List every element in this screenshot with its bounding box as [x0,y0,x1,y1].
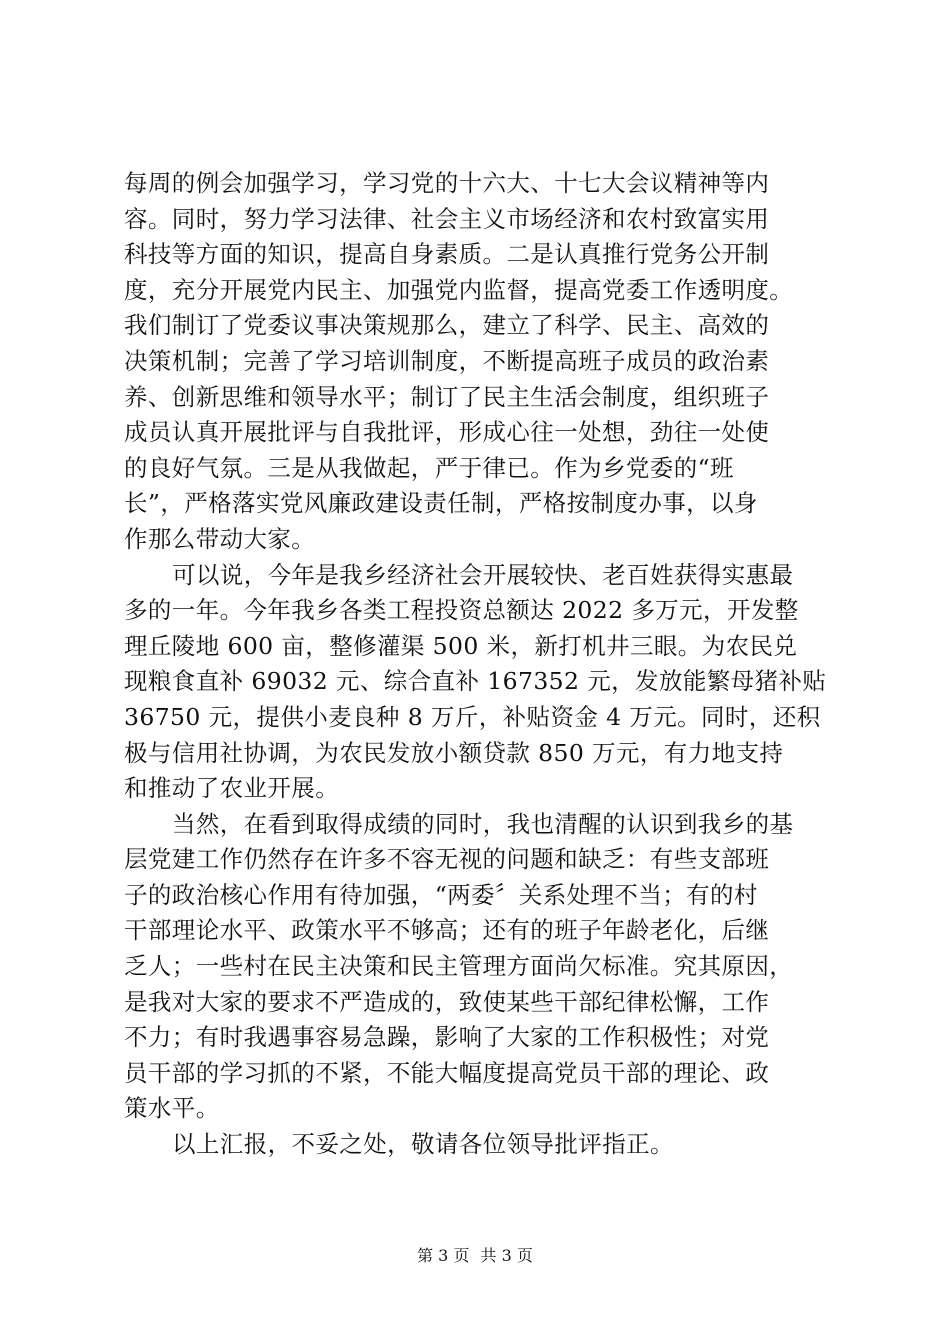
text-line: 科技等方面的知识，提高自身素质。二是认真推行党务公开制 [124,240,770,269]
paragraph-start-line: 以上汇报，不妥之处，敬请各位领导批评指正。 [172,1130,674,1159]
text-line: 现粮食直补 69032 元、综合直补 167352 元，发放能繁母猪补贴 [124,667,827,696]
text-line: 养、创新思维和领导水平；制订了民主生活会制度，组织班子 [124,382,770,411]
body-text [124,166,844,1163]
text-line: 极与信用社协调，为农民发放小额贷款 850 万元，有力地支持 [124,738,784,767]
text-line: 多的一年。今年我乡各类工程投资总额达 2022 多万元，开发整 [124,596,799,625]
text-line: 我们制订了党委议事决策规那么，建立了科学、民主、高效的 [124,311,770,340]
paragraph-start-line: 当然，在看到取得成绩的同时，我也清醒的认识到我乡的基 [172,809,794,838]
page-number: 第 3 页 [417,1246,470,1265]
text-line: 层党建工作仍然存在许多不容无视的问题和缺乏：有些支部班 [124,845,770,874]
text-line: 的良好气氛。三是从我做起，严于律已。作为乡党委的“班 [124,453,734,482]
text-line: 策水平。 [124,1094,220,1123]
paragraph-start-line: 可以说，今年是我乡经济社会开展较快、老百姓获得实惠最 [172,560,794,589]
text-line: 和推动了农业开展。 [124,774,340,803]
text-line: 决策机制；完善了学习培训制度，不断提高班子成员的政治素 [124,346,770,375]
text-line: 乏人；一些村在民主决策和民主管理方面尚欠标准。究其原因， [124,952,794,981]
text-line: 理丘陵地 600 亩，整修灌渠 500 米，新打机井三眼。为农民兑 [124,631,798,660]
text-line: 长”，严格落实党风廉政建设责任制，严格按制度办事，以身 [124,489,758,518]
text-line: 36750 元，提供小麦良种 8 万斤，补贴资金 4 万元。同时，还积 [124,702,821,731]
text-line: 成员认真开展批评与自我批评，形成心往一处想，劲往一处使 [124,418,770,447]
text-line: 是我对大家的要求不严造成的，致使某些干部纪律松懈，工作 [124,987,770,1016]
page-footer [0,1244,950,1268]
text-line: 容。同时，努力学习法律、社会主义市场经济和农村致富实用 [124,204,770,233]
text-line: 员干部的学习抓的不紧，不能大幅度提高党员干部的理论、政 [124,1058,770,1087]
text-line: 度，充分开展党内民主、加强党内监督，提高党委工作透明度。 [124,275,794,304]
text-line: 干部理论水平、政策水平不够高；还有的班子年龄老化，后继 [124,916,770,945]
text-line: 子的政治核心作用有待加强，“两委〞关系处理不当；有的村 [124,880,758,909]
text-line: 每周的例会加强学习，学习党的十六大、十七大会议精神等内 [124,169,770,197]
page-total: 共 3 页 [480,1246,533,1265]
text-line: 作那么带动大家。 [124,524,316,553]
text-line: 不力；有时我遇事容易急躁，影响了大家的工作积极性；对党 [124,1023,770,1052]
